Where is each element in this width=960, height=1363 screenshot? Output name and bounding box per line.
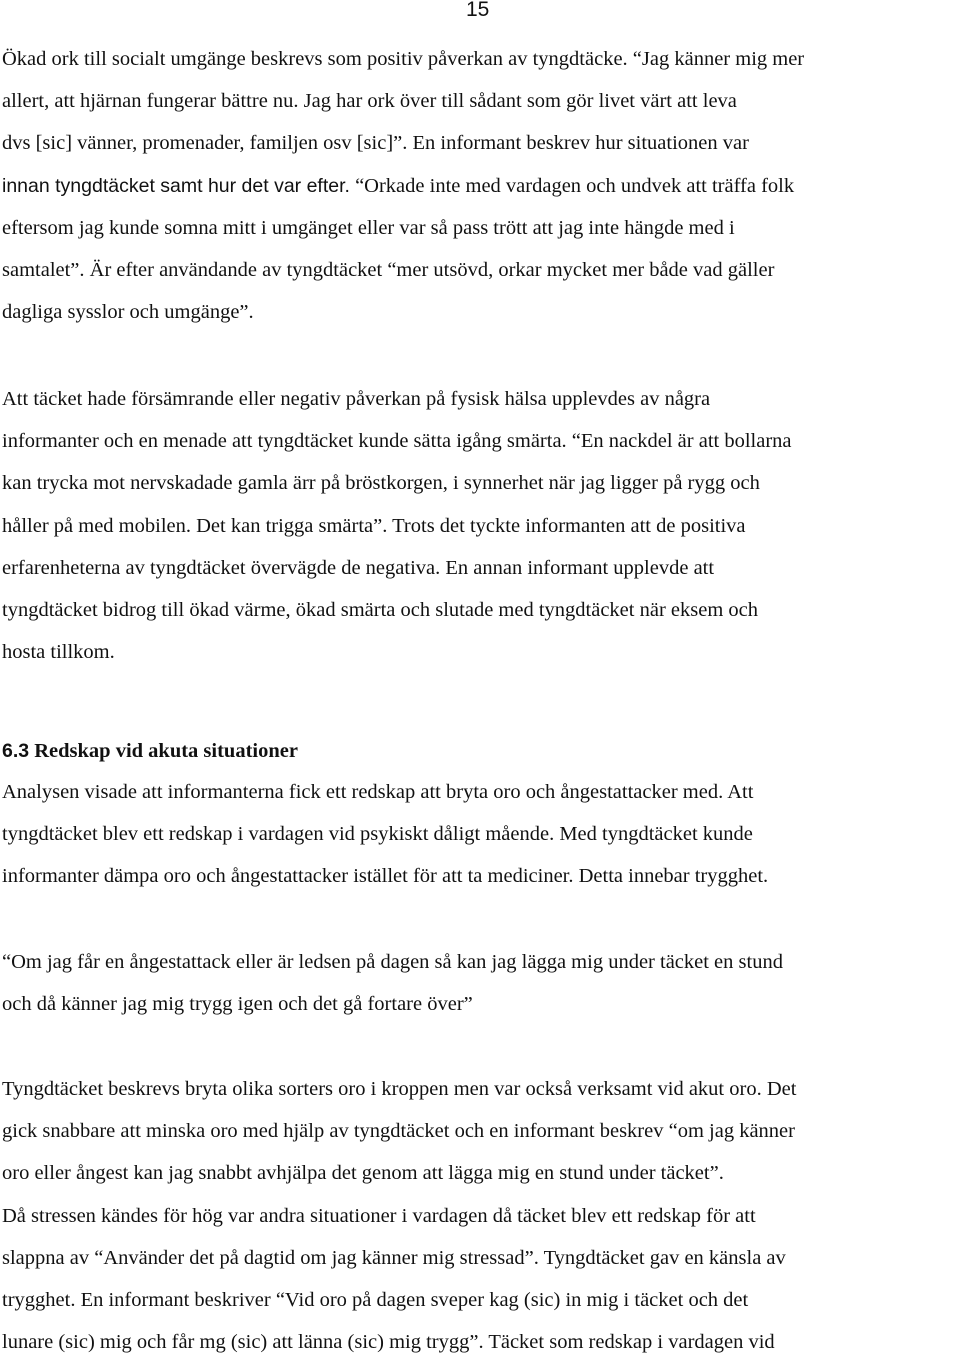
- paragraph-line: eftersom jag kunde somna mitt i umgänget eller var så pass trött att jag inte hängde med i: [2, 216, 735, 239]
- paragraph-line: lunare (sic) mig och får mg (sic) att länna (sic) mig trygg”. Täcket som redskap i vardagen vid: [2, 1331, 775, 1354]
- paragraph-analys: [2, 771, 960, 898]
- paragraph-line: slappna av “Använder det på dagtid om jag känner mig stressad”. Tyngdtäcket gav en känsla av: [2, 1246, 786, 1269]
- paragraph-line: Tyngdtäcket beskrevs bryta olika sorters oro i kroppen men var också verksamt vid akut oro. Det: [2, 1078, 797, 1100]
- quote-line: och då känner jag mig trygg igen och det gå fortare över”: [2, 993, 473, 1016]
- paragraph-line: [2, 165, 960, 207]
- section-title: Redskap vid akuta situationer: [29, 740, 298, 762]
- paragraph-line: Att täcket hade försämrande eller negativ påverkan på fysisk hälsa upplevdes av några: [2, 388, 711, 410]
- paragraph-line: [2, 249, 960, 291]
- paragraph-line: Analysen visade att informanterna fick ett redskap att bryta oro och ångestattacker med. Att: [2, 781, 754, 803]
- paragraph-sentence: innan tyngdtäcket samt hur det var efter.: [2, 174, 350, 197]
- paragraph-line: erfarenheterna av tyngdtäcket övervägde de negativa. En annan informant upplevde att: [2, 556, 715, 579]
- paragraph-line: informanter dämpa oro och ångestattacker istället för att ta mediciner. Detta innebar trygghet.: [2, 865, 769, 888]
- paragraph-line: trygghet. En informant beskriver “Vid oro på dagen sveper kag (sic) in mig i täcket och det: [2, 1289, 749, 1312]
- paragraph-line: tyngdtäcket bidrog till ökad värme, ökad smärta och slutade med tyngdtäcket när eksem och: [2, 599, 758, 622]
- block-quote: [2, 941, 960, 1025]
- page-number: 15: [466, 0, 490, 21]
- paragraph-line: Ökad ork till socialt umgänge beskrevs som positiv påverkan av tyngdtäcke. “Jag känner mig mer: [2, 48, 805, 70]
- section-heading: [2, 730, 298, 772]
- paragraph-line: dvs [sic] vänner, promenader, familjen osv [sic]”. En informant beskrev hur situationen var: [2, 132, 749, 155]
- quote-line: “Om jag får en ångestattack eller är ledsen på dagen så kan jag lägga mig under täcket en stund: [2, 951, 783, 973]
- paragraph-line: dagliga sysslor och umgänge”.: [2, 301, 254, 324]
- paragraph-quote: “Orkade inte med vardagen och undvek att träffa folk: [349, 174, 795, 197]
- paragraph-line: oro eller ångest kan jag snabbt avhjälpa det genom att lägga mig en stund under täcket”.: [2, 1162, 724, 1185]
- section-number: 6.3: [2, 740, 30, 762]
- paragraph-line: Då stressen kändes för hög var andra situationer i vardagen då täcket blev ett redskap för att: [2, 1204, 756, 1227]
- paragraph-negativ-paverkan: [2, 378, 960, 673]
- paragraph-line: hosta tillkom.: [2, 641, 115, 664]
- paragraph-sentence: Är efter användande av tyngdtäcket “mer utsövd, orkar mycket mer både vad gäller: [84, 259, 775, 282]
- paragraph-line: kan trycka mot nervskadade gamla ärr på bröstkorgen, i synnerhet när jag ligger på rygg och: [2, 472, 760, 495]
- paragraph-line: informanter och en menade att tyngdtäcket kunde sätta igång smärta. “En nackdel är att bollarna: [2, 430, 792, 453]
- paragraph-line: håller på med mobilen. Det kan trigga smärta”. Trots det tyckte informanten att de positiva: [2, 514, 746, 537]
- paragraph-akut-oro: [2, 1068, 960, 1363]
- paragraph-line: allert, att hjärnan fungerar bättre nu. Jag har ork över till sådant som gör livet värt att leva: [2, 90, 737, 113]
- paragraph-ork-umgange: [2, 38, 960, 333]
- paragraph-line: tyngdtäcket blev ett redskap i vardagen vid psykiskt dåligt mående. Med tyngdtäcket kunde: [2, 823, 753, 846]
- paragraph-line: gick snabbare att minska oro med hjälp av tyngdtäcket och en informant beskrev “om jag känner: [2, 1120, 795, 1143]
- paragraph-quote: samtalet”.: [2, 259, 85, 282]
